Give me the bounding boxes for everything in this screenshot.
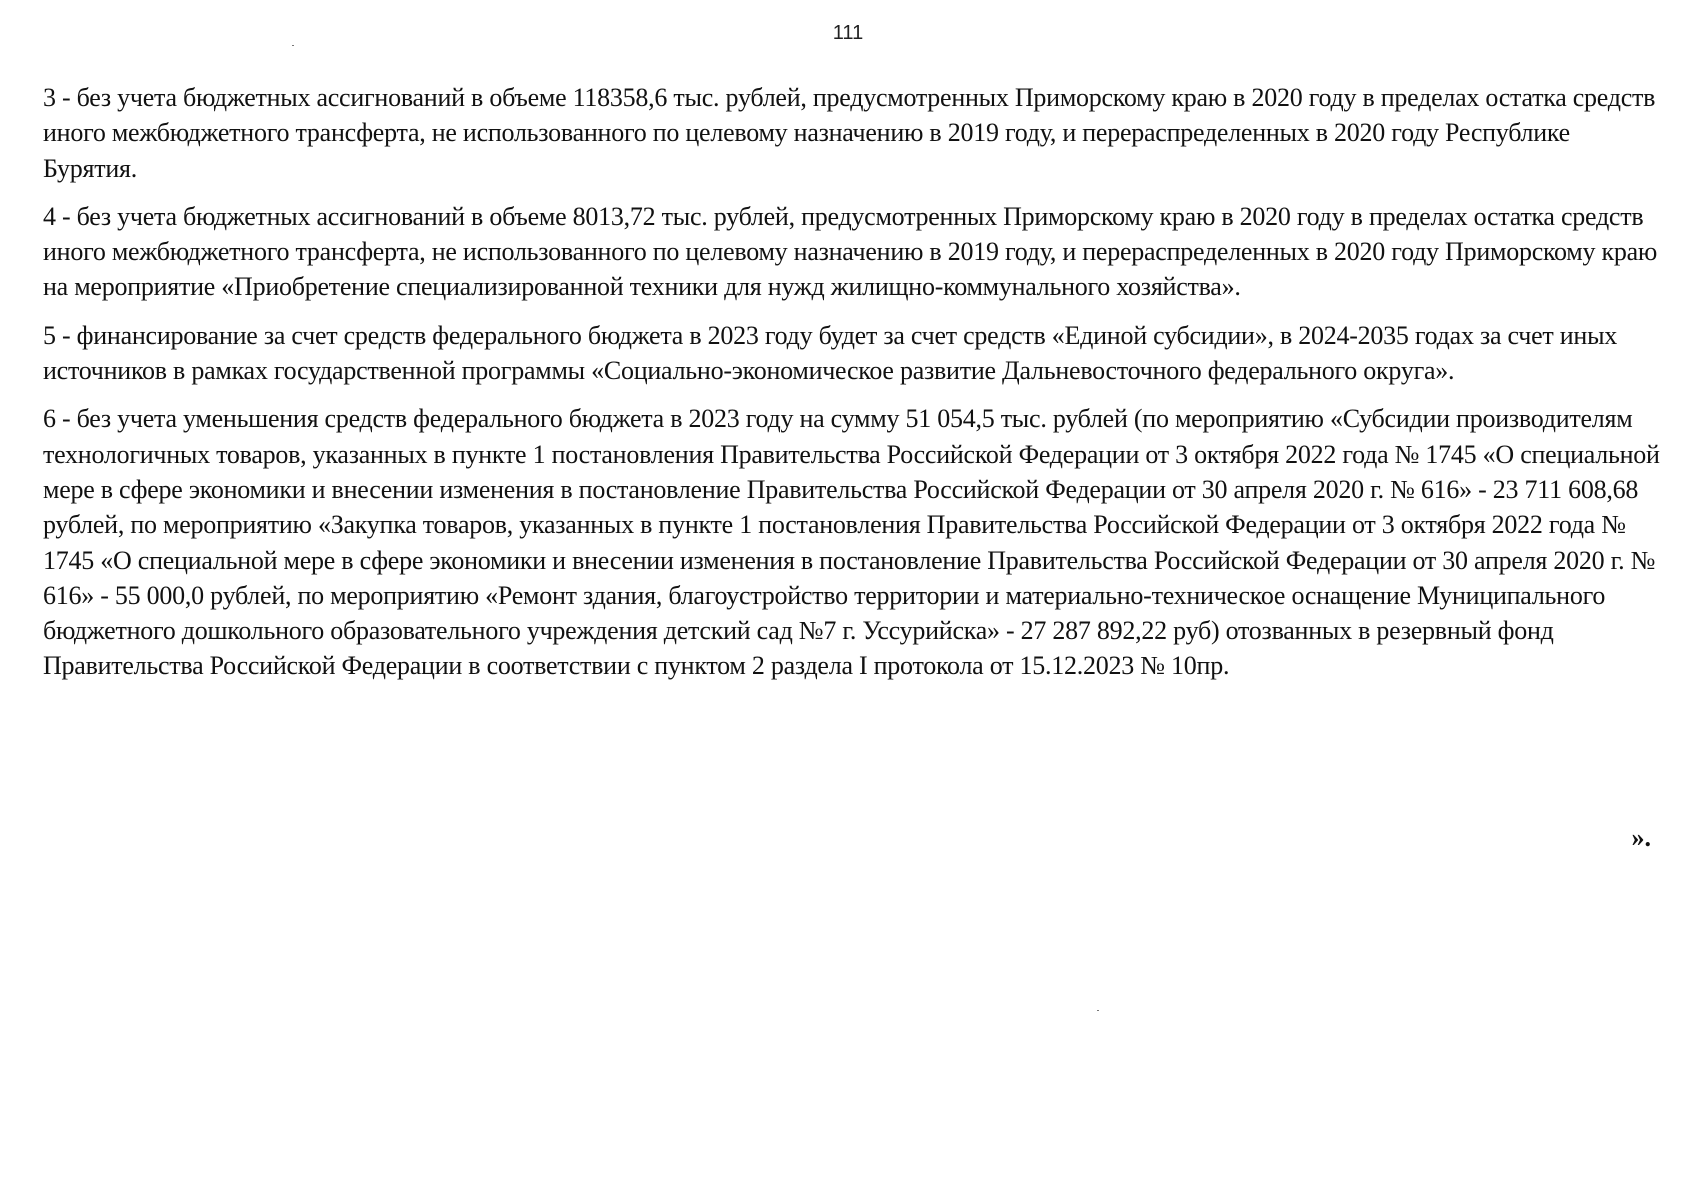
footnote-4: 4 - без учета бюджетных ассигнований в объеме 8013,72 тыс. рублей, предусмотренных Приморскому краю в 2020 году в пределах остатка средств иного межбюджетного трансферта, не использованного по целевому назначению в 2019 году, и перераспределенных в 2020 году Приморскому краю на мероприятие «Приобретение специализированной техники для нужд жилищно-коммунального хозяйства». bbox=[43, 201, 1658, 302]
footnotes-block bbox=[43, 80, 1663, 697]
scan-speck bbox=[1097, 1010, 1099, 1011]
page-number: 111 bbox=[832, 22, 864, 44]
closing-quote-mark: ». bbox=[1631, 823, 1651, 852]
scan-speck bbox=[292, 45, 294, 46]
footnote-6: 6 - без учета уменьшения средств федерального бюджета в 2023 году на сумму 51 054,5 тыс. рублей (по мероприятию «Субсидии производителям технологичных товаров, указанных в пункте 1 постановления Правительства Российской Федерации от 3 октября 2022 года № 1745 «О специальной мере в сфере экономики и внесении изменения в постановление Правительства Российской Федерации от 30 апреля 2020 г. № 616» - 23 711 608,68 рублей, по мероприятию «Закупка товаров, указанных в пункте 1 постановления Правительства Российской Федерации от 3 октября 2022 года № 1745 «О специальной мере в сфере экономики и внесении изменения в постановление Правительства Российской Федерации от 30 апреля 2020 г. № 616» - 55 000,0 рублей, по мероприятию «Ремонт здания, благоустройство территории и материально-техническое оснащение Муниципального бюджетного дошкольного образовательного учреждения детский сад №7 г. Уссурийска» - 27 287 892,22 руб) отозванных в резервный фонд Правительства Российской Федерации в соответствии с пунктом 2 раздела I протокола от 15.12.2023 № 10пр. bbox=[43, 404, 1660, 681]
footnote-5: 5 - финансирование за счет средств федерального бюджета в 2023 году будет за счет средств «Единой субсидии», в 2024-2035 годах за счет иных источников в рамках государственной программы «Социально-экономическое развитие Дальневосточного федерального округа». bbox=[43, 320, 1618, 386]
footnote-3: 3 - без учета бюджетных ассигнований в объеме 118358,6 тыс. рублей, предусмотренных Приморскому краю в 2020 году в пределах остатка средств иного межбюджетного трансферта, не использованного по целевому назначению в 2019 году, и перераспределенных в 2020 году Республике Бурятия. bbox=[43, 83, 1656, 183]
